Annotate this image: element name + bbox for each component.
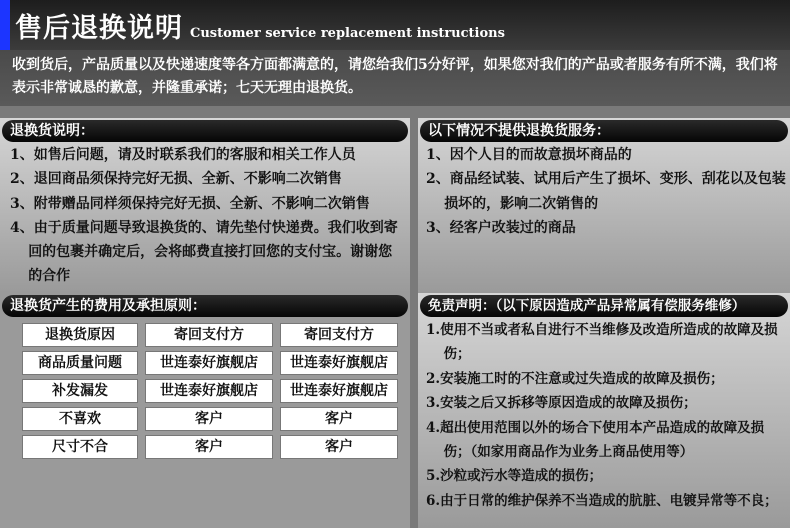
list-item: 5.沙粒或污水等造成的损伤；	[426, 468, 603, 485]
table-cell: 世连泰好旗舰店	[145, 351, 273, 375]
intro-banner	[0, 50, 790, 106]
list-item: 4、由于质量问题导致退换货的、请先垫付快递费。我们收到寄回的包裹并确定后，会将邮费直接打回您的支付宝。谢谢您的合作	[10, 219, 398, 285]
page-title: 售后退换说明	[15, 13, 183, 44]
table-cell: 商品质量问题	[22, 351, 138, 375]
list-item: 2、退回商品须保持完好无损、全新、不影响二次销售	[10, 171, 342, 188]
intro-text: 收到货后，产品质量以及快递速度等各方面都满意的，请您给我们5分好评，如果您对我们的产品或者服务有所不满，我们将表示非常诚恳的歉意，并隆重承诺；七天无理由退换货。	[12, 57, 778, 96]
list-item: 2、商品经试装、试用后产生了损坏、变形、刮花以及包装损坏的，影响二次销售的	[426, 171, 786, 212]
table-cell: 客户	[145, 435, 273, 459]
page-subtitle: Customer service replacement instructions	[190, 26, 505, 41]
table-cell: 补发漏发	[22, 379, 138, 403]
cost-panel	[0, 293, 410, 528]
no-return-list	[426, 143, 786, 240]
list-item: 6.由于日常的维护保养不当造成的肮脏、电镀异常等不良；	[426, 492, 778, 509]
table-cell: 世连泰好旗舰店	[280, 351, 398, 375]
header-banner	[0, 0, 790, 50]
return-policy-panel	[0, 118, 410, 293]
table-header-cell: 寄回支付方	[145, 323, 273, 347]
return-policy-list	[10, 143, 402, 289]
table-cell: 不喜欢	[22, 407, 138, 431]
list-item: 4.超出使用范围以外的场合下使用本产品造成的故障及损伤；（如家用商品作为业务上商品使用等）	[426, 419, 765, 461]
table-header-cell: 寄回支付方	[280, 323, 398, 347]
list-item: 3、附带赠品同样须保持完好无损、全新、不影响二次销售	[10, 195, 370, 212]
cost-title: 退换货产生的费用及承担原则：	[2, 295, 408, 317]
table-header-cell: 退换货原因	[22, 323, 138, 347]
no-return-panel	[418, 118, 790, 293]
disclaimer-panel	[418, 293, 790, 528]
no-return-title: 以下情况不提供退换货服务：	[420, 120, 788, 142]
table-cell: 客户	[280, 435, 398, 459]
list-item: 1、因个人目的而故意损坏商品的	[426, 147, 632, 163]
header-accent-bar	[0, 0, 10, 50]
list-item: 1.使用不当或者私自进行不当维修及改造所造成的故障及损伤；	[426, 322, 778, 363]
list-item: 3、经客户改装过的商品	[426, 219, 576, 236]
return-policy-title: 退换货说明：	[2, 120, 408, 142]
table-cell: 客户	[145, 407, 273, 431]
list-item: 2.安装施工时的不注意或过失造成的故障及损伤；	[426, 370, 724, 387]
disclaimer-list	[426, 318, 786, 513]
table-cell: 尺寸不合	[22, 435, 138, 459]
table-cell: 世连泰好旗舰店	[280, 379, 398, 403]
list-item: 3.安装之后又拆移等原因造成的故障及损伤；	[426, 395, 697, 412]
table-cell: 客户	[280, 407, 398, 431]
list-item: 1、如售后问题，请及时联系我们的客服和相关工作人员	[10, 147, 356, 163]
table-cell: 世连泰好旗舰店	[145, 379, 273, 403]
disclaimer-title: 免责声明：（以下原因造成产品异常属有偿服务维修）	[420, 295, 788, 317]
